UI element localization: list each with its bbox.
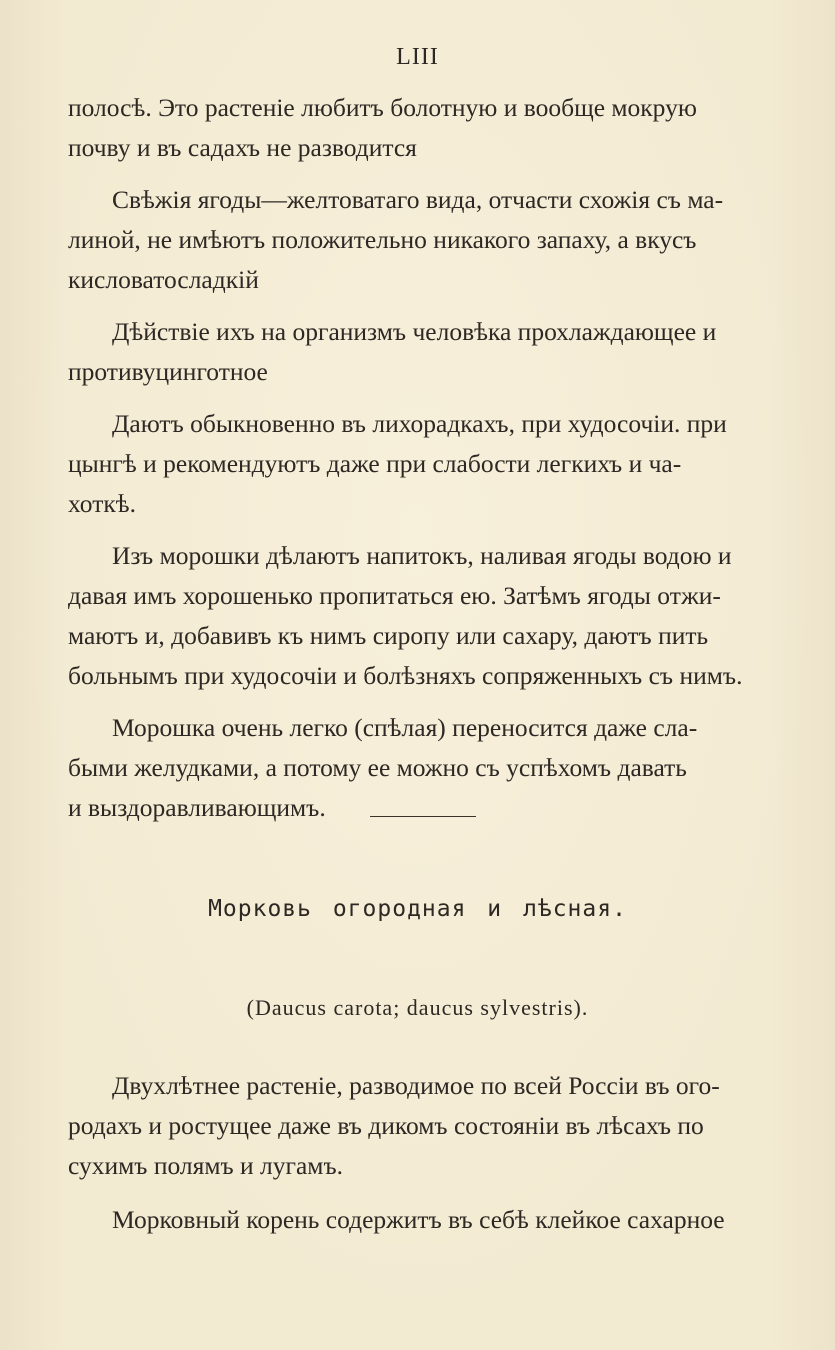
text-line: родахъ и ростущее даже въ дикомъ состояніи въ лѣсахъ по (68, 1111, 704, 1140)
text-line: Даютъ обыкновенно въ лихорадкахъ, при худосочіи. при (112, 409, 727, 438)
paragraph (68, 404, 768, 524)
text-line: цынгѣ и рекомендуютъ даже при слабости легкихъ и ча- (68, 449, 682, 478)
paragraph (68, 180, 768, 300)
text-block-bottom (68, 1066, 768, 1240)
section-divider (370, 816, 476, 817)
paragraph (68, 312, 768, 392)
latin-name: (Daucus carota; daucus sylvestris). (246, 995, 589, 1020)
paragraph-gap (68, 168, 768, 180)
text-line: почву и въ садахъ не разводится (68, 133, 417, 162)
page-number: LIII (396, 44, 439, 70)
text-line: и выздоравливающимъ. (68, 793, 326, 822)
text-line: противуцинготное (68, 357, 268, 386)
text-line: полосѣ. Это растеніе любитъ болотную и вообще мокрую (68, 93, 697, 122)
text-line: Дѣйствіе ихъ на организмъ человѣка прохлаждающее и (112, 317, 717, 346)
paragraph (68, 88, 768, 168)
text-line: давая имъ хорошенько пропитаться ею. Затѣмъ ягоды отжи- (68, 581, 721, 610)
text-line: хоткѣ. (68, 489, 136, 518)
paragraph (68, 1066, 768, 1186)
paragraph (68, 536, 768, 696)
paragraph-gap (68, 392, 768, 404)
paragraph-gap (68, 696, 768, 708)
section-title: Морковь огородная и лѣсная. (208, 896, 627, 922)
text-line: Свѣжія ягоды—желтоватаго вида, отчасти схожія съ ма- (112, 185, 724, 214)
text-line: маютъ и, добавивъ къ нимъ сиропу или сахару, даютъ пить (68, 621, 709, 650)
text-line: Морошка очень легко (спѣлая) переносится даже сла- (112, 713, 698, 742)
paragraph-gap (68, 1186, 768, 1200)
text-line: Морковный корень содержитъ въ себѣ клейкое сахарное (112, 1205, 725, 1234)
paragraph-gap (68, 300, 768, 312)
text-line: сухимъ полямъ и лугамъ. (68, 1151, 344, 1180)
paragraph (68, 1200, 768, 1240)
text-line: быми желудками, а потому ее можно съ успѣхомъ давать (68, 753, 687, 782)
text-line: больнымъ при худосочіи и болѣзняхъ сопряженныхъ съ нимъ. (68, 661, 743, 690)
paragraph (68, 708, 768, 828)
text-line: Изъ морошки дѣлаютъ напитокъ, наливая ягоды водою и (112, 541, 732, 570)
text-line: Двухлѣтнее растеніе, разводимое по всей Россіи въ ого- (112, 1071, 720, 1100)
text-line: кисловатосладкій (68, 265, 259, 294)
text-line: линой, не имѣютъ положительно никакого запаху, а вкусъ (68, 225, 697, 254)
text-block-top (68, 88, 768, 828)
paragraph-gap (68, 524, 768, 536)
